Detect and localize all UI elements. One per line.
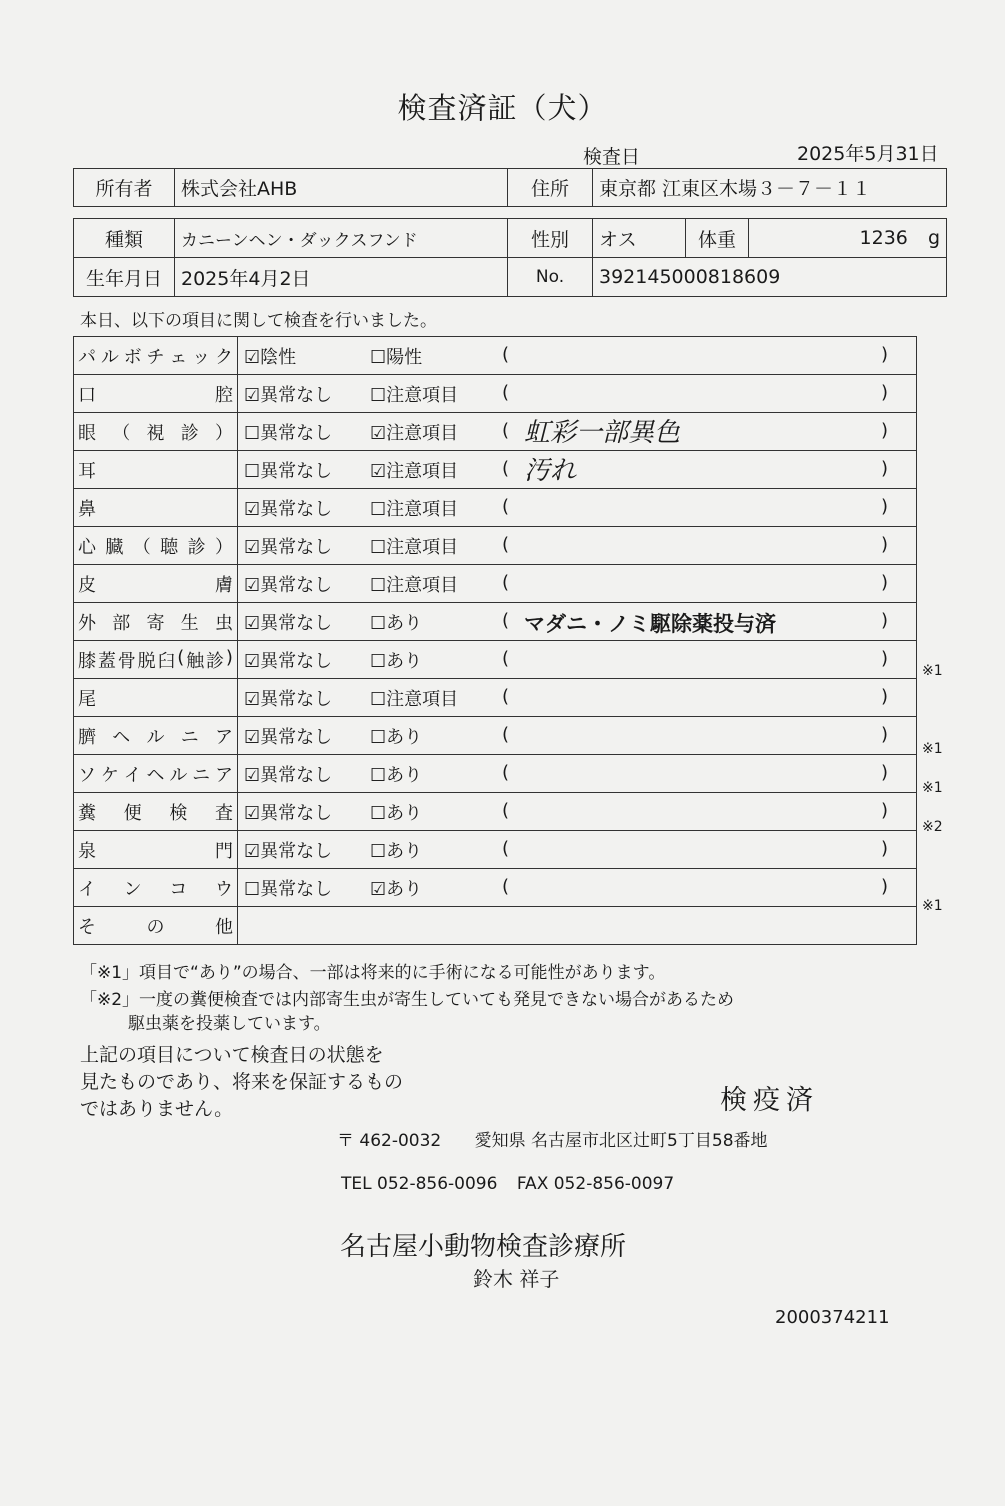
item-result — [238, 869, 917, 907]
open-paren: ( — [502, 419, 510, 441]
option-normal[interactable] — [244, 647, 370, 673]
item-label — [74, 375, 238, 413]
item-label — [74, 603, 238, 641]
open-paren: ( — [502, 495, 510, 517]
item-result — [238, 565, 917, 603]
option-label: 異常なし — [260, 536, 333, 558]
option-label: 異常なし — [260, 688, 333, 710]
close-paren: ) — [880, 647, 888, 669]
option-label: 注意項目 — [386, 498, 459, 520]
close-paren: ) — [880, 685, 888, 707]
checked-box-icon: ☑ — [244, 574, 261, 596]
option-label: 注意項目 — [386, 536, 459, 558]
checked-box-icon: ☑ — [244, 764, 261, 786]
footnote-1: 「※1」項目で“あり”の場合、一部は将来的に手術になる可能性があります。 — [80, 963, 666, 983]
close-paren: ) — [880, 571, 888, 593]
checked-box-icon: ☑ — [244, 688, 261, 710]
checked-box-icon: ☑ — [244, 384, 261, 406]
item-result — [238, 413, 917, 451]
option-label: 異常なし — [260, 650, 333, 672]
checked-box-icon: ☑ — [370, 460, 387, 482]
option-flag[interactable] — [370, 381, 496, 407]
open-paren: ( — [502, 799, 510, 821]
table-row — [74, 717, 917, 755]
option-label: 異常なし — [260, 764, 333, 786]
document-title: 検査済証（犬） — [397, 91, 608, 125]
checkbox-icon: ☐ — [370, 802, 387, 824]
item-label — [74, 793, 238, 831]
checkbox-icon: ☐ — [370, 384, 387, 406]
owner-value: 株式会社AHB — [175, 169, 508, 207]
option-flag[interactable] — [370, 799, 496, 825]
option-label: あり — [386, 802, 423, 824]
checkbox-icon: ☐ — [370, 764, 387, 786]
close-paren: ) — [880, 761, 888, 783]
option-label: 異常なし — [260, 802, 333, 824]
quarantine-stamp: 検疫済 — [720, 1085, 819, 1116]
item-label-text: 耳 — [78, 460, 96, 482]
checkbox-icon: ☐ — [370, 650, 387, 672]
option-normal[interactable] — [244, 761, 370, 787]
option-label: 注意項目 — [386, 460, 459, 482]
fax-number: FAX 052-856-0097 — [516, 1174, 675, 1194]
open-paren: ( — [502, 533, 510, 555]
item-label-text: イ ン コ ウ — [78, 878, 233, 900]
option-flag[interactable] — [370, 457, 496, 483]
option-flag[interactable] — [370, 647, 496, 673]
option-label: あり — [386, 764, 423, 786]
weight-label: 体重 — [686, 219, 749, 258]
dob-value: 2025年4月2日 — [175, 258, 508, 297]
item-label-text: ソ ケ イ ヘ ル ニ ア — [78, 764, 233, 786]
sex-value: オス — [593, 219, 686, 258]
item-result — [238, 375, 917, 413]
checked-box-icon: ☑ — [370, 878, 387, 900]
item-label-text: 心 臓 （ 聴 診 ） — [78, 536, 233, 558]
option-label: 注意項目 — [386, 384, 459, 406]
option-flag[interactable] — [370, 761, 496, 787]
option-normal[interactable] — [244, 723, 370, 749]
clinic-address — [337, 1126, 768, 1151]
remark-text: 虹彩一部異色 — [524, 417, 681, 448]
address-value: 東京都 江東区木場３－７－１１ — [593, 169, 947, 207]
option-label: 異常なし — [260, 498, 333, 520]
option-label: あり — [386, 650, 423, 672]
option-flag[interactable] — [370, 343, 496, 369]
open-paren: ( — [502, 875, 510, 897]
disclaimer-line-1: 上記の項目について検査日の状態を — [80, 1044, 384, 1066]
checkbox-icon: ☐ — [244, 460, 261, 482]
serial-number: 2000374211 — [775, 1307, 890, 1328]
checked-box-icon: ☑ — [244, 346, 261, 368]
table-row — [74, 907, 917, 945]
option-normal[interactable] — [244, 419, 370, 445]
clinic-contact — [341, 1174, 674, 1194]
checked-box-icon: ☑ — [370, 422, 387, 444]
checkbox-icon: ☐ — [370, 498, 387, 520]
item-label — [74, 831, 238, 869]
no-value: 392145000818609 — [593, 258, 947, 297]
option-flag[interactable] — [370, 533, 496, 559]
open-paren: ( — [502, 571, 510, 593]
item-label — [74, 907, 238, 945]
item-label — [74, 489, 238, 527]
option-label: 異常なし — [260, 574, 333, 596]
footnote-mark: ※2 — [922, 819, 943, 836]
item-result — [238, 527, 917, 565]
option-flag[interactable] — [370, 837, 496, 863]
weight-value: 1236 — [859, 227, 908, 249]
option-normal[interactable] — [244, 381, 370, 407]
table-row — [74, 337, 917, 375]
owner-label: 所有者 — [74, 169, 175, 207]
breed-value: カニーンヘン・ダックスフンド — [175, 219, 508, 258]
item-result — [238, 641, 917, 679]
checked-box-icon: ☑ — [244, 498, 261, 520]
open-paren: ( — [502, 723, 510, 745]
item-label — [74, 679, 238, 717]
item-label-text: 皮 膚 — [78, 574, 233, 596]
inspection-table — [73, 336, 917, 945]
option-flag[interactable] — [370, 419, 496, 445]
footnote-2: 「※2」一度の糞便検査では内部寄生虫が寄生していても発見できない場合があるため — [80, 990, 735, 1010]
table-row — [74, 489, 917, 527]
item-label — [74, 527, 238, 565]
table-row — [74, 755, 917, 793]
item-label-text: パ ル ボ チ ェ ッ ク — [78, 346, 233, 368]
weight-cell — [749, 219, 947, 258]
item-result — [238, 603, 917, 641]
close-paren: ) — [880, 875, 888, 897]
option-normal[interactable] — [244, 685, 370, 711]
option-label: 異常なし — [260, 726, 333, 748]
option-normal[interactable] — [244, 533, 370, 559]
close-paren: ) — [880, 419, 888, 441]
option-normal[interactable] — [244, 875, 370, 901]
checkbox-icon: ☐ — [370, 688, 387, 710]
checked-box-icon: ☑ — [244, 840, 261, 862]
item-label — [74, 717, 238, 755]
option-normal[interactable] — [244, 457, 370, 483]
option-label: 陰性 — [260, 346, 297, 368]
item-label-text: 膝 蓋 骨 脱 臼 ( 触 診 ) — [78, 646, 233, 672]
veterinarian-name: 鈴木 祥子 — [473, 1267, 560, 1291]
checkbox-icon: ☐ — [370, 726, 387, 748]
item-label — [74, 565, 238, 603]
option-normal[interactable] — [244, 799, 370, 825]
table-row — [74, 793, 917, 831]
close-paren: ) — [880, 343, 888, 365]
checkbox-icon: ☐ — [370, 612, 387, 634]
item-label-text: そ の 他 — [78, 916, 233, 938]
footnote-mark: ※1 — [922, 741, 943, 757]
item-label — [74, 641, 238, 679]
item-result — [238, 755, 917, 793]
inspection-date-value: 2025年5月31日 — [797, 143, 939, 165]
close-paren: ) — [880, 723, 888, 745]
address-label: 住所 — [508, 169, 593, 207]
option-label: 異常なし — [260, 840, 333, 862]
item-label — [74, 755, 238, 793]
disclaimer-line-3: ではありません。 — [80, 1098, 234, 1120]
option-flag[interactable] — [370, 609, 496, 635]
open-paren: ( — [502, 343, 510, 365]
open-paren: ( — [502, 685, 510, 707]
option-normal[interactable] — [244, 343, 370, 369]
item-label-text: 眼 （ 視 診 ） — [78, 422, 233, 444]
item-result — [238, 717, 917, 755]
item-label-text: 外 部 寄 生 虫 — [78, 612, 233, 634]
item-result — [238, 489, 917, 527]
open-paren: ( — [502, 609, 510, 631]
open-paren: ( — [502, 457, 510, 479]
close-paren: ) — [880, 609, 888, 631]
inspection-date-label: 検査日 — [583, 146, 641, 168]
table-row — [74, 375, 917, 413]
checkbox-icon: ☐ — [244, 878, 261, 900]
item-label — [74, 869, 238, 907]
item-result — [238, 793, 917, 831]
owner-table — [73, 168, 947, 207]
table-row — [74, 451, 917, 489]
item-result — [238, 907, 917, 945]
checkbox-icon: ☐ — [370, 346, 387, 368]
option-label: 異常なし — [260, 384, 333, 406]
close-paren: ) — [880, 837, 888, 859]
checked-box-icon: ☑ — [244, 536, 261, 558]
table-row — [74, 831, 917, 869]
item-label — [74, 337, 238, 375]
item-label-text: 泉 門 — [78, 840, 233, 862]
intro-text: 本日、以下の項目に関して検査を行いました。 — [80, 311, 437, 331]
option-label: 陽性 — [386, 346, 423, 368]
weight-unit: g — [927, 227, 940, 249]
animal-table — [73, 218, 947, 297]
option-normal[interactable] — [244, 609, 370, 635]
checkbox-icon: ☐ — [370, 536, 387, 558]
option-label: あり — [386, 612, 423, 634]
tel-number: TEL 052-856-0096 — [341, 1174, 498, 1194]
open-paren: ( — [502, 647, 510, 669]
checked-box-icon: ☑ — [244, 726, 261, 748]
close-paren: ) — [880, 533, 888, 555]
option-label: あり — [386, 726, 423, 748]
table-row — [74, 869, 917, 907]
option-flag[interactable] — [370, 723, 496, 749]
checked-box-icon: ☑ — [244, 650, 261, 672]
item-label-text: 糞 便 検 査 — [78, 802, 233, 824]
item-result — [238, 679, 917, 717]
option-label: 注意項目 — [386, 422, 459, 444]
checkbox-icon: ☐ — [370, 574, 387, 596]
item-label-text: 鼻 — [78, 498, 96, 520]
option-flag[interactable] — [370, 875, 496, 901]
option-label: 異常なし — [260, 422, 333, 444]
clinic-name: 名古屋小動物検査診療所 — [340, 1232, 627, 1262]
option-normal[interactable] — [244, 837, 370, 863]
breed-label: 種類 — [74, 219, 175, 258]
remark-text: マダニ・ノミ駆除薬投与済 — [524, 611, 776, 636]
table-row — [74, 565, 917, 603]
table-row — [74, 527, 917, 565]
item-label — [74, 413, 238, 451]
table-row — [74, 641, 917, 679]
open-paren: ( — [502, 837, 510, 859]
option-label: 異常なし — [260, 878, 333, 900]
checkbox-icon: ☐ — [244, 422, 261, 444]
disclaimer-line-2: 見たものであり、将来を保証するもの — [80, 1071, 404, 1093]
close-paren: ) — [880, 799, 888, 821]
close-paren: ) — [880, 495, 888, 517]
option-label: 異常なし — [260, 612, 333, 634]
table-row — [74, 413, 917, 451]
option-normal[interactable] — [244, 495, 370, 521]
option-flag[interactable] — [370, 495, 496, 521]
close-paren: ) — [880, 457, 888, 479]
postal-code: 〒 462-0032 — [337, 1131, 442, 1151]
close-paren: ) — [880, 381, 888, 403]
footnote-mark: ※1 — [922, 780, 943, 797]
item-result — [238, 831, 917, 869]
street-address: 愛知県 名古屋市北区辻町5丁目58番地 — [474, 1131, 768, 1151]
table-row — [74, 603, 917, 641]
item-result — [238, 337, 917, 375]
sex-label: 性別 — [508, 219, 593, 258]
option-flag[interactable] — [370, 571, 496, 597]
option-label: あり — [386, 878, 423, 900]
option-label: 異常なし — [260, 460, 333, 482]
open-paren: ( — [502, 761, 510, 783]
footnote-2-cont: 駆虫薬を投薬しています。 — [128, 1014, 331, 1034]
checked-box-icon: ☑ — [244, 802, 261, 824]
item-result — [238, 451, 917, 489]
option-label: あり — [386, 840, 423, 862]
item-label-text: 臍 ヘ ル ニ ア — [78, 726, 233, 748]
dob-label: 生年月日 — [74, 258, 175, 297]
option-normal[interactable] — [244, 571, 370, 597]
item-label-text: 尾 — [78, 688, 96, 710]
option-label: 注意項目 — [386, 574, 459, 596]
item-label-text: 口 腔 — [78, 384, 233, 406]
checkbox-icon: ☐ — [370, 840, 387, 862]
checked-box-icon: ☑ — [244, 612, 261, 634]
open-paren: ( — [502, 381, 510, 403]
footnote-mark: ※1 — [922, 897, 943, 914]
item-label — [74, 451, 238, 489]
footnote-mark: ※1 — [922, 662, 943, 679]
table-row — [74, 679, 917, 717]
remark-text: 汚れ — [524, 455, 577, 486]
option-label: 注意項目 — [386, 688, 459, 710]
option-flag[interactable] — [370, 685, 496, 711]
no-label: No. — [508, 258, 593, 297]
